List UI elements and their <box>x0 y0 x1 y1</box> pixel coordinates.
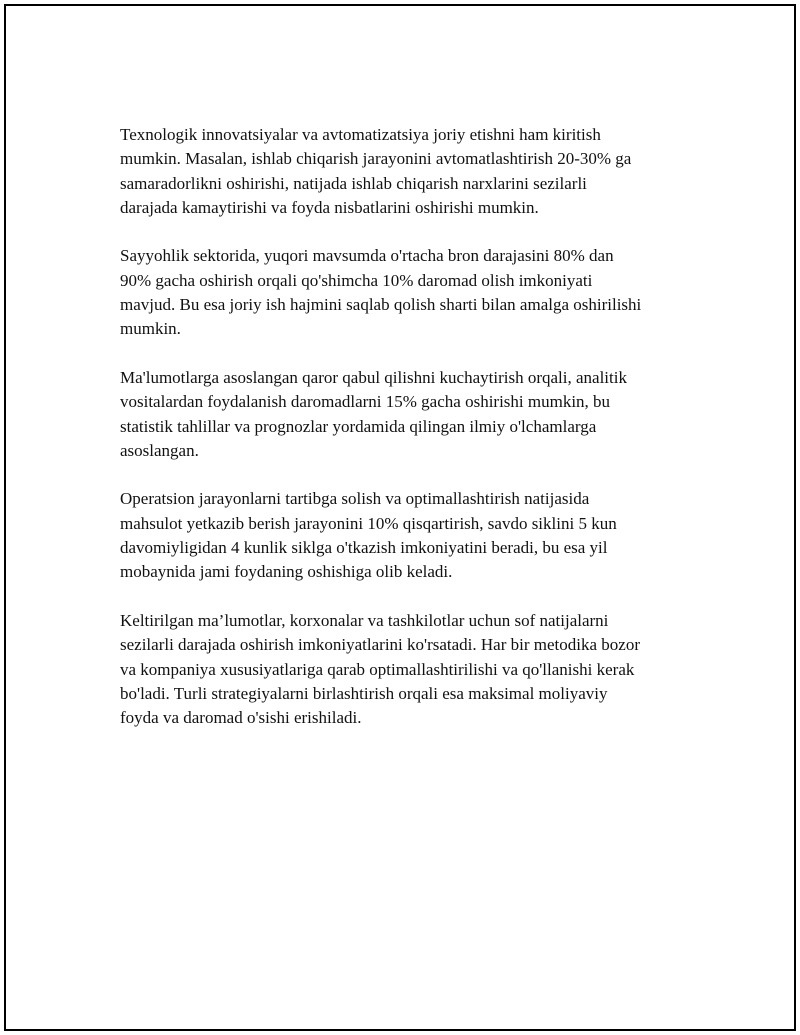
document-body <box>120 123 700 755</box>
text-line: mobaynida jami foydaning oshishiga olib keladi. <box>120 562 453 582</box>
text-line: Sayyohlik sektorida, yuqori mavsumda o'rtacha bron darajasini 80% dan <box>120 246 614 266</box>
text-line: Operatsion jarayonlarni tartibga solish va optimallashtirish natijasida <box>120 489 590 509</box>
text-line: Keltirilgan ma’lumotlar, korxonalar va tashkilotlar uchun sof natijalarni <box>120 610 609 630</box>
paragraph-data-driven <box>120 366 700 463</box>
text-line: statistik tahlillar va prognozlar yordamida qilingan ilmiy o'lchamlarga <box>120 416 597 436</box>
text-line: foyda va daromad o'sishi erishiladi. <box>120 708 362 728</box>
text-line: sezilarli darajada oshirish imkoniyatlarini ko'rsatadi. Har bir metodika bozor <box>120 635 640 655</box>
text-line: davomiyligidan 4 kunlik siklga o'tkazish imkoniyatini beradi, bu esa yil <box>120 538 608 558</box>
paragraph-innovation <box>120 123 700 220</box>
paragraph-operations <box>120 487 700 584</box>
text-line: mavjud. Bu esa joriy ish hajmini saqlab qolish sharti bilan amalga oshirilishi <box>120 295 642 315</box>
text-line: vositalardan foydalanish daromadlarni 15% gacha oshirishi mumkin, bu <box>120 392 611 412</box>
text-line: Texnologik innovatsiyalar va avtomatizatsiya joriy etishni ham kiritish <box>120 125 601 144</box>
text-line: mahsulot yetkazib berish jarayonini 10% qisqartirish, savdo siklini 5 kun <box>120 513 617 533</box>
text-line: mumkin. Masalan, ishlab chiqarish jarayonini avtomatlashtirish 20-30% ga <box>120 149 632 169</box>
text-line: va kompaniya xususiyatlariga qarab optimallashtirilishi va qo'llanishi kerak <box>120 659 635 679</box>
text-line: darajada kamaytirishi va foyda nisbatlarini oshirishi mumkin. <box>120 197 539 217</box>
page-frame <box>4 4 796 1031</box>
paragraph-conclusion <box>120 609 700 730</box>
text-line: bo'ladi. Turli strategiyalarni birlashtirish orqali esa maksimal moliyaviy <box>120 683 608 703</box>
text-line: asoslangan. <box>120 440 199 460</box>
text-line: Ma'lumotlarga asoslangan qaror qabul qilishni kuchaytirish orqali, analitik <box>120 367 627 387</box>
text-line: 90% gacha oshirish orqali qo'shimcha 10% daromad olish imkoniyati <box>120 270 593 290</box>
text-line: mumkin. <box>120 319 181 339</box>
paragraph-tourism <box>120 244 700 341</box>
text-line: samaradorlikni oshirishi, natijada ishlab chiqarish narxlarini sezilarli <box>120 173 587 193</box>
